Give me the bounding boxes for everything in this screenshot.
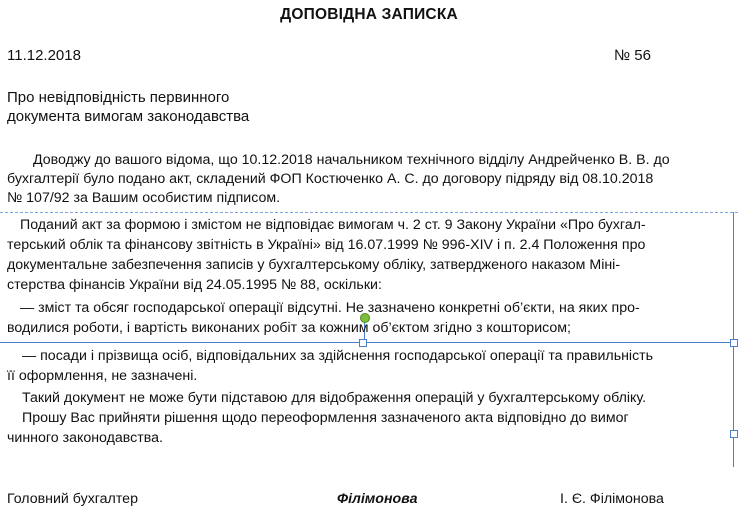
document-number: № 56 xyxy=(614,47,651,64)
body-line: — посади і прізвища осіб, відповідальних за здійснення господарської операції та правильність xyxy=(22,348,654,364)
body-line: її оформлення, не зазначені. xyxy=(7,368,198,384)
subject-line: документа вимогам законодавства xyxy=(7,108,250,125)
body-line: водилися роботи, і вартість виконаних робіт за кожним об’єктом згідно з кошторисом; xyxy=(7,320,571,336)
body-line: документальне забезпечення записів у бухгалтерському обліку, затвердженого наказом Міні- xyxy=(7,257,621,273)
document-title: ДОПОВІДНА ЗАПИСКА xyxy=(280,6,458,23)
body-line: чинного законодавства. xyxy=(7,430,163,446)
body-line: терський облік та фінансову звітність в Україні» від 16.07.1999 № 996-XIV і п. 2.4 Положення про xyxy=(7,237,646,253)
signature-position: Головний бухгалтер xyxy=(7,491,138,507)
subject-line: Про невідповідність первинного xyxy=(7,89,230,106)
resize-handle[interactable] xyxy=(730,430,738,438)
handwritten-signature: Філімонова xyxy=(337,491,418,507)
intro-line: Доводжу до вашого відома, що 10.12.2018 начальником технічного відділу Андрейченко В. В. до xyxy=(33,152,670,168)
signatory-name: І. Є. Філімонова xyxy=(560,491,664,507)
document-date: 11.12.2018 xyxy=(7,47,81,64)
body-line: — зміст та обсяг господарської операції відсутні. Не зазначено конкретні об’єкти, на яких про- xyxy=(20,300,640,316)
body-line: Прошу Вас прийняти рішення щодо переоформлення зазначеного акта відповідно до вимог xyxy=(22,410,629,426)
body-line: стерства фінансів України від 24.05.1995 № 88, оскільки: xyxy=(7,277,382,293)
textbox-frame-top xyxy=(0,212,738,213)
body-line: Такий документ не може бути підставою для відображення операцій у бухгалтерському обліку. xyxy=(22,390,647,406)
intro-line: бухгалтерії було подано акт, складений ФОП Костюченко А. С. до договору підряду від 08.10.2018 xyxy=(7,171,654,187)
textbox-frame-edge[interactable] xyxy=(0,342,736,343)
resize-handle[interactable] xyxy=(730,339,738,347)
intro-line: № 107/92 за Вашим особистим підписом. xyxy=(7,190,281,206)
body-line: Поданий акт за формою і змістом не відповідає вимогам ч. 2 ст. 9 Закону України «Про бухгал- xyxy=(20,217,646,233)
resize-handle[interactable] xyxy=(359,339,367,347)
